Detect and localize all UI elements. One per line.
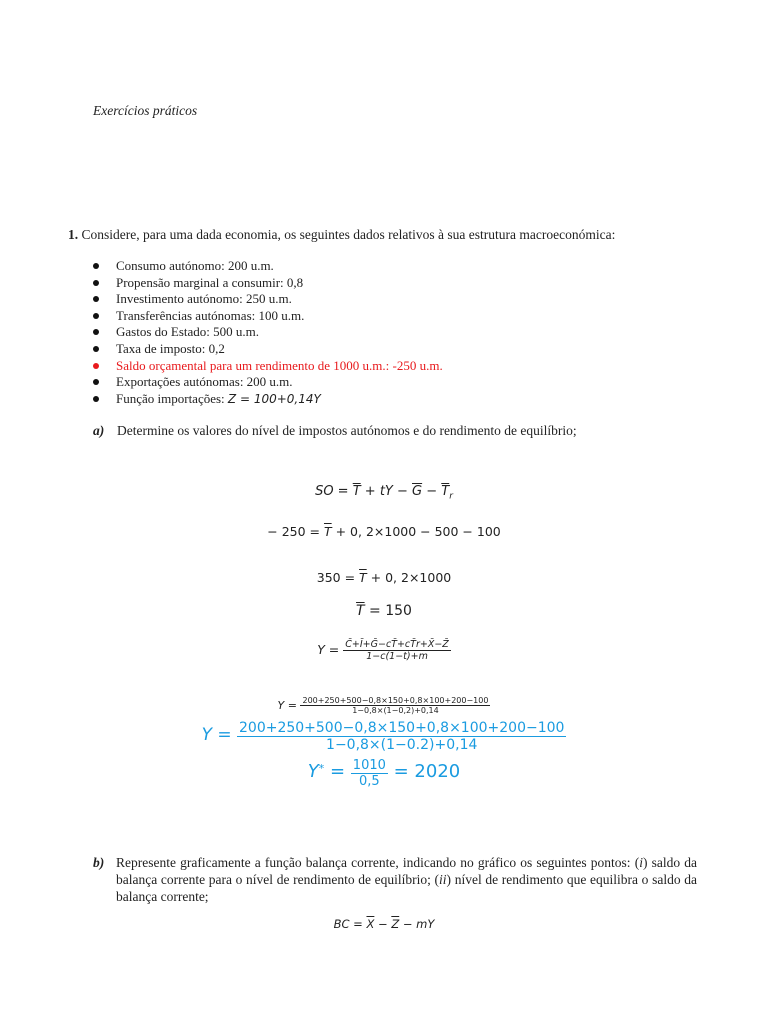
bullet-icon: [93, 263, 99, 269]
equation-bc: BC = $\overline{X} - \overline{Z}$ − mY: [333, 917, 435, 931]
bullet-icon: [93, 313, 99, 319]
bullet-icon: [93, 396, 99, 402]
bullet-icon: [93, 329, 99, 335]
part-a-label: a): [93, 423, 105, 438]
list-item: Transferências autónomas: 100 u.m.: [93, 308, 443, 325]
bullet-icon: [93, 379, 99, 385]
part-b-text: Represente graficamente a função balança corrente, indicando no gráfico os seguintes pontos: (i) saldo da balança corrente para o nível de rendimento de equilíbrio; (ii) nível de rendimento que equilibra o saldo da balança corrente;: [116, 855, 697, 904]
equation-y-numeric-large: Y = $\frac{200+250+500-0,8\times 150+0,8\times 100+200-100}{1-0,8\times(1-0.2)+0,14}$: [201, 720, 565, 753]
list-item: Propensão marginal a consumir: 0,8: [93, 275, 443, 292]
question-1: [68, 227, 615, 243]
data-list: [93, 258, 443, 407]
list-item: Taxa de imposto: 0,2: [93, 341, 443, 358]
equation-line3: $350 = \overline{T} + 0$, 2×1000: [316, 570, 452, 585]
equation-line2: − $250 = \overline{T} + 0$, 2×1000 − 500 − 100: [267, 524, 501, 539]
equation-y-numeric-small: Y = $\frac{200+250+500-0,8\times 150+0,8\times 100+200-100}{1-0,8\times(1-0,2)+0,14}$: [277, 696, 489, 715]
list-item: Investimento autónomo: 250 u.m.: [93, 291, 443, 308]
equation-t-result: $\overline{T} = 150$: [356, 603, 412, 619]
equation-y-star: Y* = $\frac{1010}{0,5}$ = 2020: [307, 758, 461, 789]
list-item: Função importações: Z = 100+0,14Y: [93, 391, 443, 408]
page-heading: Exercícios práticos: [93, 103, 198, 118]
question-number: 1.: [68, 227, 79, 242]
list-item: Consumo autónomo: 200 u.m.: [93, 258, 443, 275]
equation-so: SO = $\overline{T}$ + tY − $\overline{G} - \overline{T}_r$: [315, 484, 453, 502]
equation-y-general: Y = $\frac{\text{C̄+Ī+Ḡ−cT̄+cT̄r+X̄−Z̄}}{1-c(1-t)+m}$: [317, 639, 449, 662]
list-item: Gastos do Estado: 500 u.m.: [93, 324, 443, 341]
bullet-icon: [93, 346, 99, 352]
part-a-text: Determine os valores do nível de impostos autónomos e do rendimento de equilíbrio;: [117, 423, 577, 438]
part-a: [93, 423, 577, 439]
question-text: Considere, para uma dada economia, os seguintes dados relativos à sua estrutura macroeconómica:: [81, 227, 616, 242]
bullet-icon: [93, 280, 99, 286]
part-b: [93, 854, 697, 905]
list-item-highlighted: Saldo orçamental para um rendimento de 1000 u.m.: -250 u.m.: [93, 358, 443, 375]
bullet-icon: [93, 363, 99, 369]
import-function: Z = 100+0,14Y: [227, 391, 321, 406]
part-b-label: b): [93, 855, 105, 870]
list-item: Exportações autónomas: 200 u.m.: [93, 374, 443, 391]
bullet-icon: [93, 296, 99, 302]
